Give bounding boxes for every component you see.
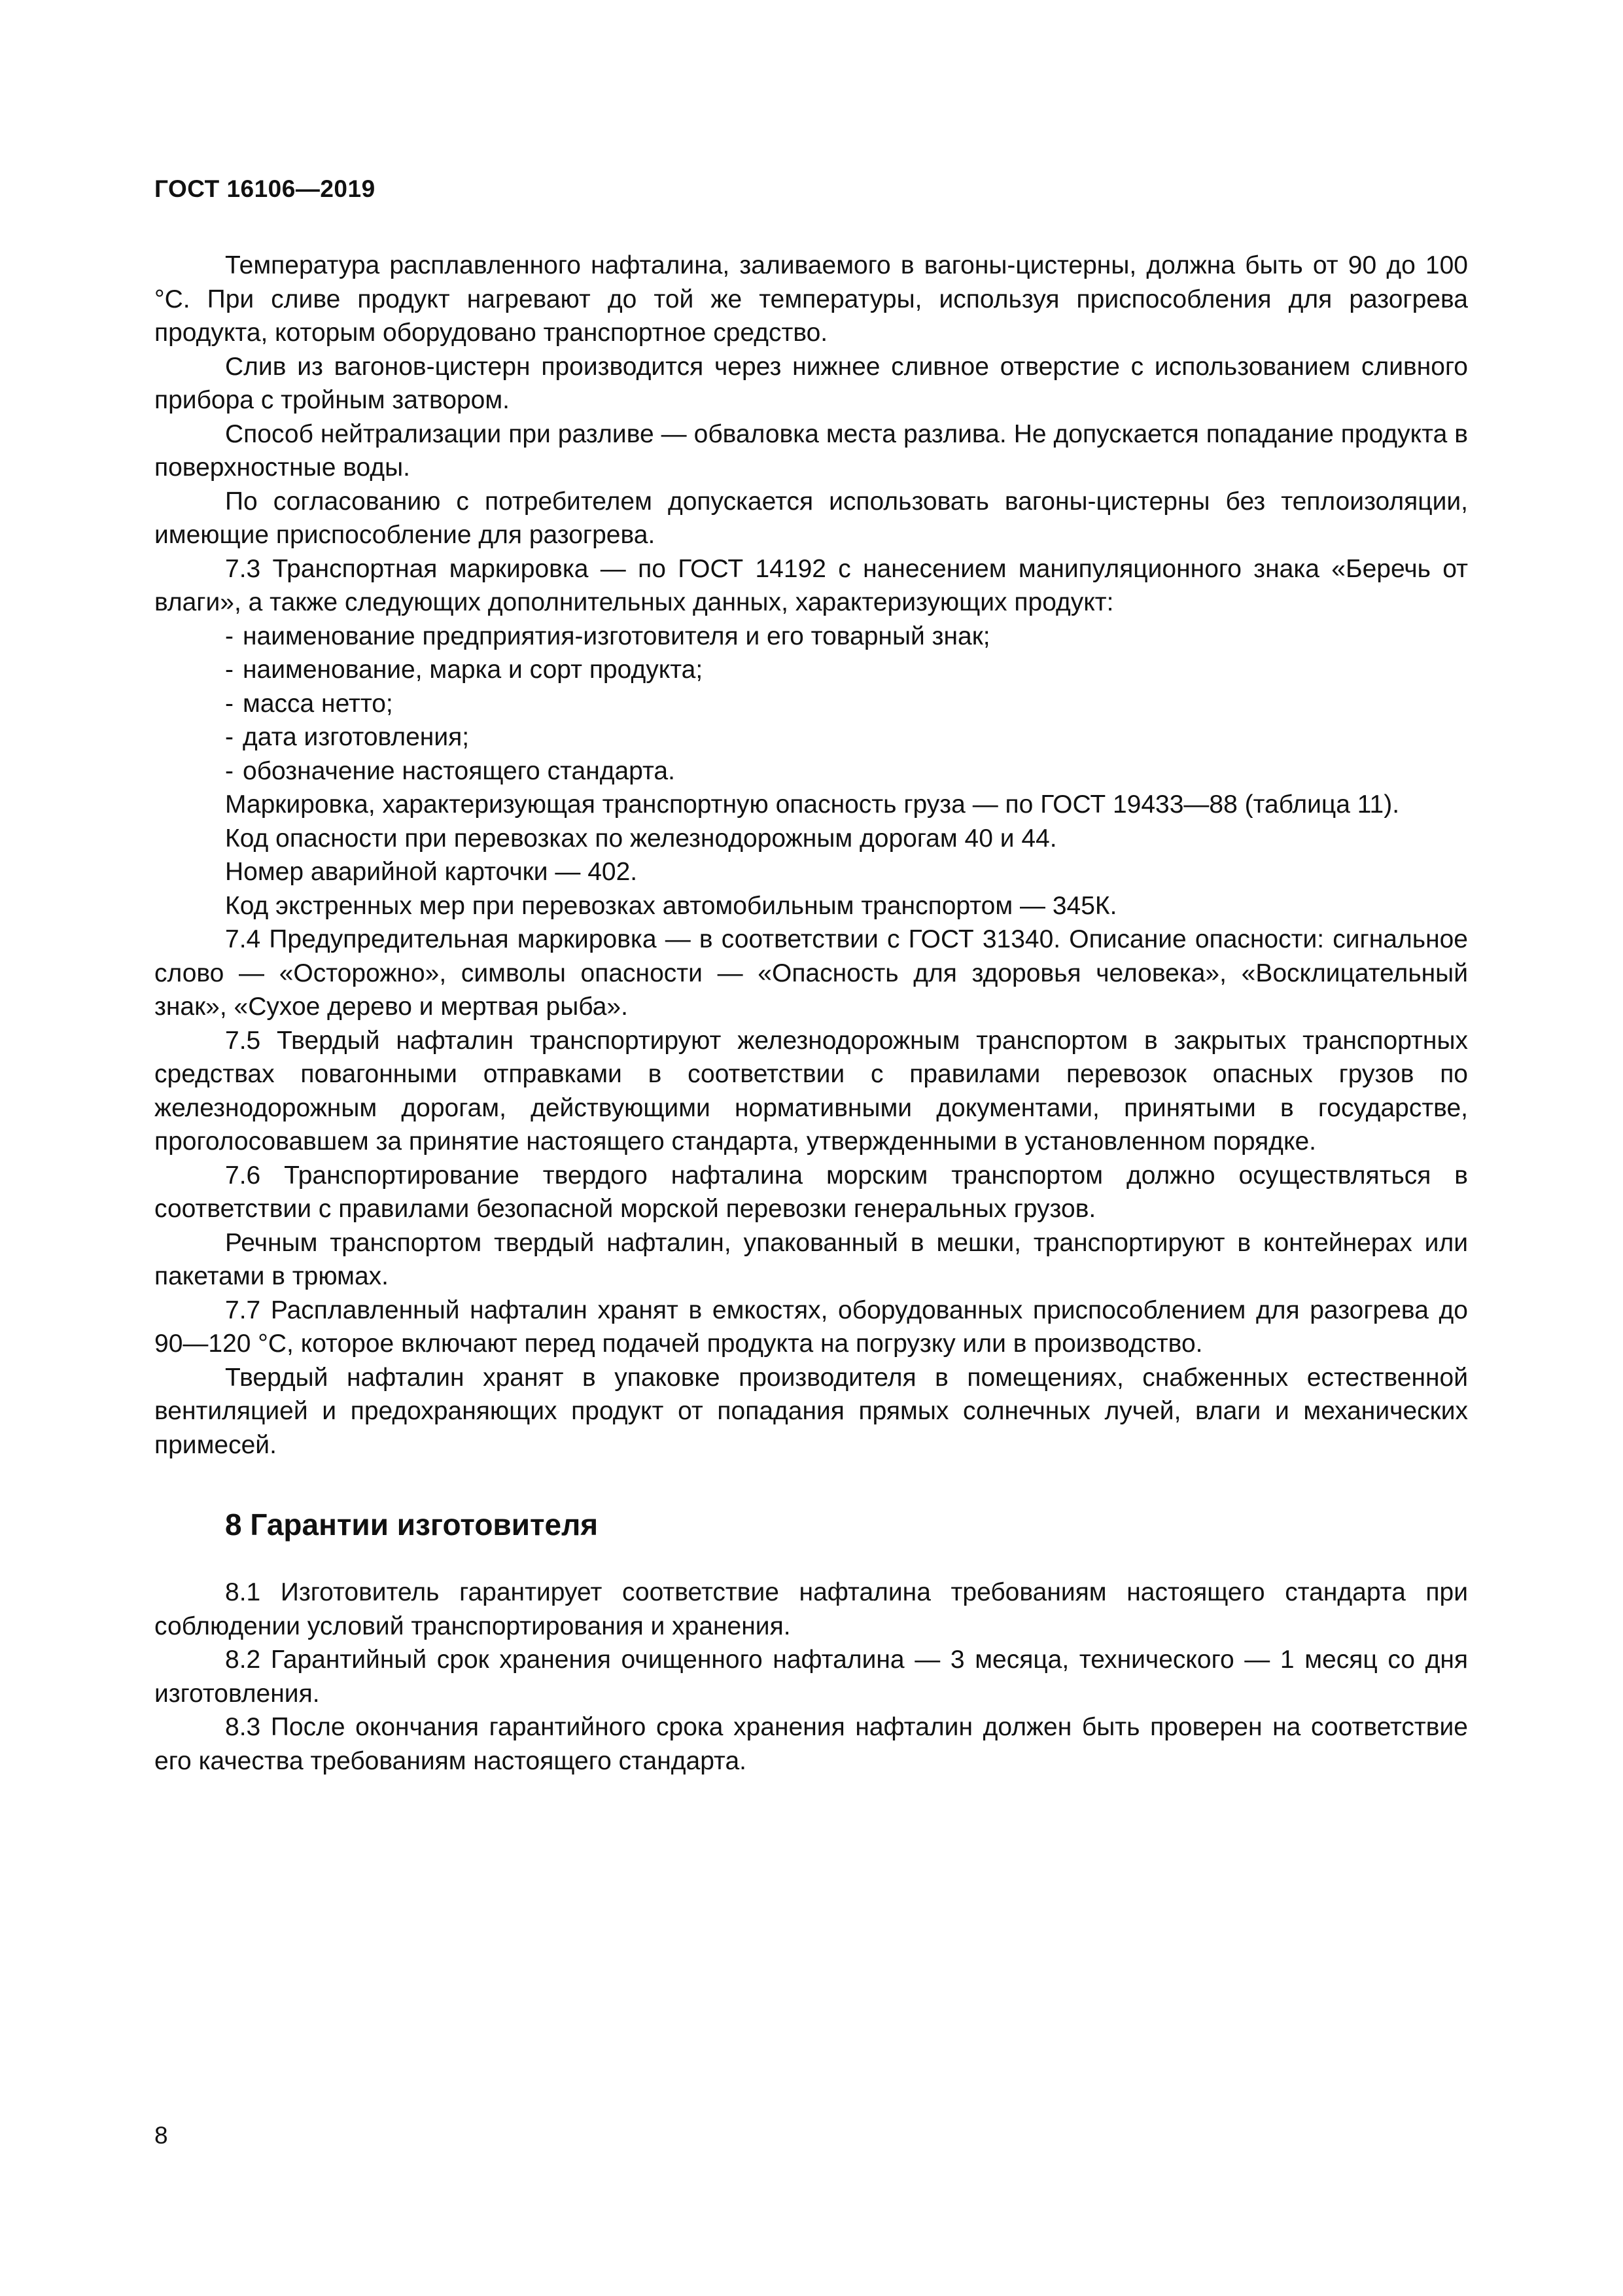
paragraph-neutralization: Способ нейтрализации при разливе — обваловка места разлива. Не допускается попадание продукта в поверхностные воды. xyxy=(154,419,1468,482)
page-number: 8 xyxy=(154,2122,168,2149)
note-emergency-card: Номер аварийной карточки — 402. xyxy=(225,858,638,886)
note-hazard-marking: Маркировка, характеризующая транспортную опасность груза — по ГОСТ 19433—88 (таблица 11). xyxy=(225,790,1400,819)
document-body xyxy=(154,249,1468,1778)
list-item: - дата изготовления; xyxy=(225,723,470,751)
section-heading: 8 Гарантии изготовителя xyxy=(225,1508,599,1542)
note-hazard-code: Код опасности при перевозках по железнодорожным дорогам 40 и 44. xyxy=(225,824,1057,853)
list-item: - масса нетто; xyxy=(225,689,393,718)
paragraph-melt-temperature: Температура расплавленного нафталина, заливаемого в вагоны-цистерны, должна быть от 90 до 100 °С. При сливе продукт нагревают до той же температуры, используя приспособления для разогрева продукта, которым оборудовано транспортное средство. xyxy=(154,251,1468,347)
paragraph-solid-storage: Твердый нафталин хранят в упаковке производителя в помещениях, снабженных естественной вентиляцией и предохраняющих продукт от попадания прямых солнечных лучей, влаги и механических примесей. xyxy=(154,1363,1468,1459)
list-item: - наименование, марка и сорт продукта; xyxy=(225,656,703,684)
paragraph-7-3: 7.3 Транспортная маркировка — по ГОСТ 14192 с нанесением манипуляционного знака «Беречь от влаги», а также следующих дополнительных данных, характеризующих продукт: xyxy=(154,554,1468,616)
paragraph-7-6: 7.6 Транспортирование твердого нафталина морским транспортом должно осуществляться в соответствии с правилами безопасной морской перевозки генеральных грузов. xyxy=(154,1161,1468,1223)
paragraph-8-1: 8.1 Изготовитель гарантирует соответствие нафталина требованиям настоящего стандарта при соблюдении условий транспортирования и хранения. xyxy=(154,1578,1468,1640)
paragraph-draining: Слив из вагонов-цистерн производится через нижнее сливное отверстие с использованием сливного прибора с тройным затвором. xyxy=(154,352,1468,414)
paragraph-7-7: 7.7 Расплавленный нафталин хранят в емкостях, оборудованных приспособлением для разогрева до 90—120 °С, которое включают перед подачей продукта на погрузку или в производство. xyxy=(154,1296,1468,1358)
list-item: - наименование предприятия-изготовителя и его товарный знак; xyxy=(225,622,990,650)
paragraph-river-transport: Речным транспортом твердый нафталин, упакованный в мешки, транспортируют в контейнерах или пакетами в трюмах. xyxy=(154,1228,1468,1290)
document-header: ГОСТ 16106—2019 xyxy=(154,175,375,202)
paragraph-8-3: 8.3 После окончания гарантийного срока хранения нафталин должен быть проверен на соответствие его качества требованиям настоящего стандарта. xyxy=(154,1713,1468,1775)
note-emergency-code: Код экстренных мер при перевозках автомобильным транспортом — 345К. xyxy=(225,891,1117,920)
marking-list xyxy=(154,620,1468,788)
paragraph-tank-cars: По согласованию с потребителем допускается использовать вагоны-цистерны без теплоизоляции, имеющие приспособление для разогрева. xyxy=(154,487,1468,549)
paragraph-8-2: 8.2 Гарантийный срок хранения очищенного нафталина — 3 месяца, технического — 1 месяц со дня изготовления. xyxy=(154,1646,1468,1708)
paragraph-7-4: 7.4 Предупредительная маркировка — в соответствии с ГОСТ 31340. Описание опасности: сигнальное слово — «Осторожно», символы опасности — «Опасность для здоровья человека», «Восклицательный знак», «Сухое дерево и мертвая рыба». xyxy=(154,925,1468,1021)
paragraph-7-5: 7.5 Твердый нафталин транспортируют железнодорожным транспортом в закрытых транспортных средствах повагонными отправками в соответствии с правилами перевозок опасных грузов по железнодорожным дорогам, действующими нормативными документами, принятыми в государстве, проголосовавшем за принятие настоящего стандарта, утвержденными в установленном порядке. xyxy=(154,1026,1468,1156)
list-item: - обозначение настоящего стандарта. xyxy=(225,756,675,785)
